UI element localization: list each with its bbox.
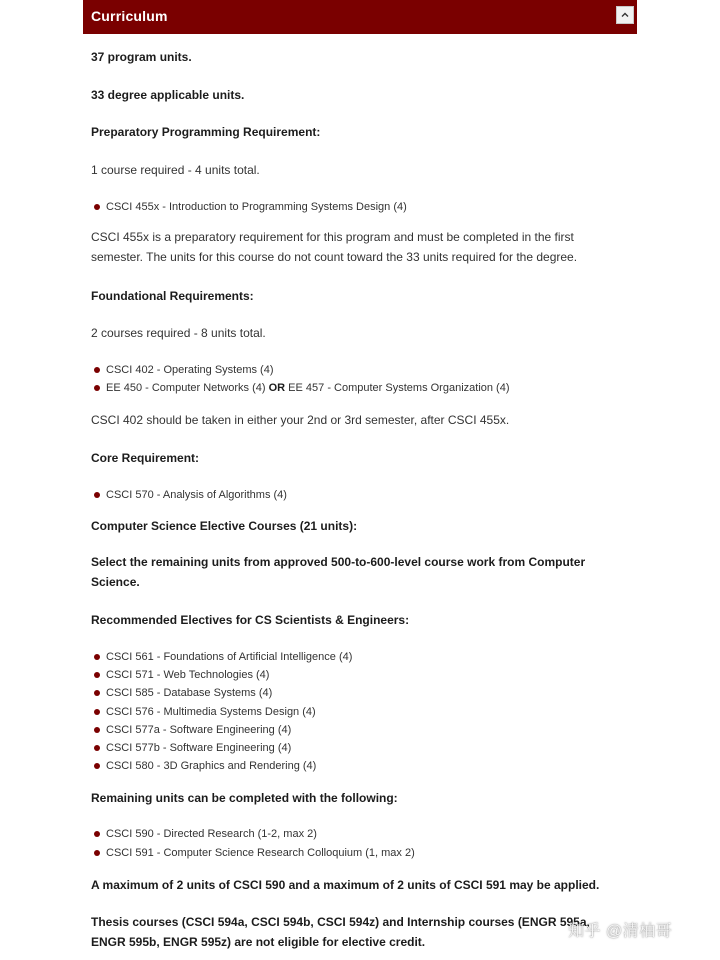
list-item [106, 845, 415, 861]
curriculum-header[interactable] [83, 0, 637, 34]
course-label: CSCI 585 - Database Systems (4) [106, 687, 273, 699]
bullet-icon [94, 850, 100, 856]
course-label: CSCI 570 - Analysis of Algorithms (4) [106, 489, 287, 501]
bullet-icon [94, 763, 100, 769]
bullet-icon [94, 367, 100, 373]
course-label: EE 457 - Computer Systems Organization (4) [285, 382, 510, 394]
electives-instruction: Select the remaining units from approved 500-to-600-level course work from Computer Science. [91, 555, 586, 589]
list-item [106, 826, 317, 842]
bullet-icon [94, 385, 100, 391]
collapse-button[interactable] [616, 6, 634, 24]
course-label: CSCI 455x - Introduction to Programming Systems Design (4) [106, 201, 407, 213]
list-item [106, 722, 291, 738]
list-item [106, 199, 407, 215]
preparatory-note: CSCI 455x is a preparatory requirement for this program and must be completed in the first semester. The units for this course do not count toward the 33 units required for the degree. [91, 230, 578, 264]
bullet-icon [94, 690, 100, 696]
list-item [106, 380, 510, 396]
foundational-requirement: 2 courses required - 8 units total. [91, 326, 266, 340]
electives-heading: Computer Science Elective Courses (21 units): [91, 519, 358, 533]
bullet-icon [94, 727, 100, 733]
bullet-icon [94, 831, 100, 837]
max-units-note: A maximum of 2 units of CSCI 590 and a maximum of 2 units of CSCI 591 may be applied. [91, 878, 600, 892]
list-item [106, 667, 269, 683]
course-label: EE 450 - Computer Networks (4) [106, 382, 269, 394]
foundational-heading: Foundational Requirements: [91, 289, 254, 303]
course-label: CSCI 577b - Software Engineering (4) [106, 742, 292, 754]
course-label: CSCI 591 - Computer Science Research Colloquium (1, max 2) [106, 847, 415, 859]
header-title: Curriculum [91, 8, 168, 24]
course-label: CSCI 561 - Foundations of Artificial Intelligence (4) [106, 651, 353, 663]
list-item [106, 740, 291, 756]
list-item [106, 704, 316, 720]
course-label: CSCI 576 - Multimedia Systems Design (4) [106, 706, 316, 718]
program-units: 37 program units. [91, 50, 192, 64]
chevron-up-icon [620, 10, 630, 20]
preparatory-heading: Preparatory Programming Requirement: [91, 125, 321, 139]
bullet-icon [94, 492, 100, 498]
watermark: 知乎 @清柚哥 [568, 923, 673, 940]
or-label: OR [268, 382, 286, 394]
preparatory-requirement: 1 course required - 4 units total. [91, 163, 260, 177]
list-item [106, 685, 272, 701]
foundational-note: CSCI 402 should be taken in either your 2nd or 3rd semester, after CSCI 455x. [91, 413, 510, 427]
bullet-icon [94, 204, 100, 210]
thesis-note: Thesis courses (CSCI 594a, CSCI 594b, CSCI 594z) and Internship courses (ENGR 595a, ENGR 595b, ENGR 595z) are not eligible for elective credit. [91, 915, 590, 949]
course-label: CSCI 580 - 3D Graphics and Rendering (4) [106, 760, 317, 772]
bullet-icon [94, 745, 100, 751]
recommended-heading: Recommended Electives for CS Scientists & Engineers: [91, 613, 410, 627]
list-item [106, 758, 316, 774]
list-item [106, 649, 352, 665]
bullet-icon [94, 709, 100, 715]
course-label: CSCI 571 - Web Technologies (4) [106, 669, 270, 681]
list-item [106, 487, 287, 503]
core-heading: Core Requirement: [91, 451, 200, 465]
course-label: CSCI 577a - Software Engineering (4) [106, 724, 292, 736]
list-item [106, 362, 274, 378]
degree-units: 33 degree applicable units. [91, 88, 245, 102]
bullet-icon [94, 672, 100, 678]
course-label: CSCI 402 - Operating Systems (4) [106, 364, 274, 376]
bullet-icon [94, 654, 100, 660]
remaining-heading: Remaining units can be completed with the following: [91, 791, 398, 805]
course-label: CSCI 590 - Directed Research (1-2, max 2) [106, 828, 317, 840]
